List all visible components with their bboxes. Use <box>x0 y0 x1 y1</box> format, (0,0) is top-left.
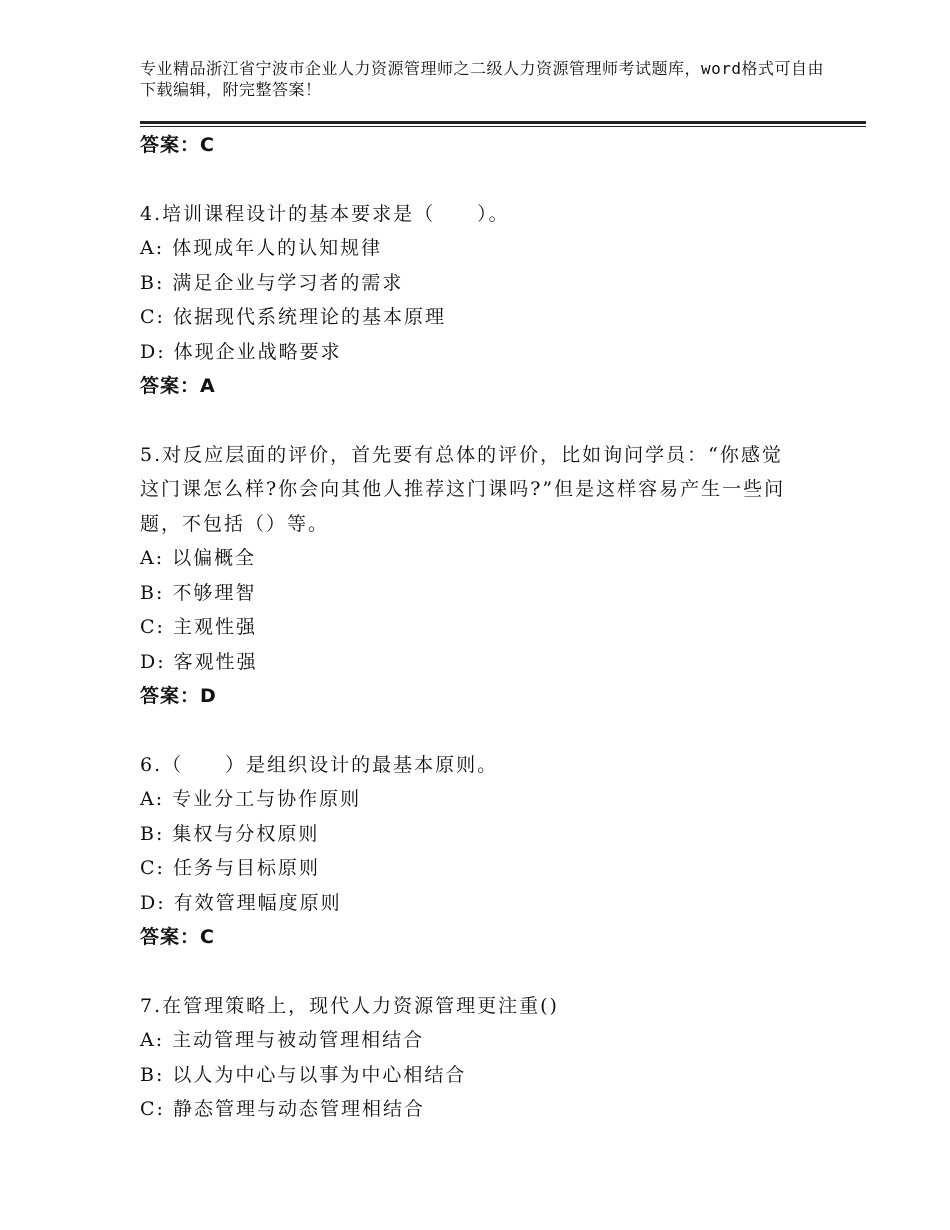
option-a: A: 体现成年人的认知规律 <box>140 237 383 259</box>
document-body <box>140 128 820 1127</box>
option-c: C: 静态管理与动态管理相结合 <box>140 1098 425 1120</box>
option-a: A: 专业分工与协作原则 <box>140 788 362 810</box>
option-b: B: 集权与分权原则 <box>140 822 320 845</box>
question-stem: 5.对反应层面的评价，首先要有总体的评价，比如询问学员：“你感觉这门课怎么样?你会向其他人推荐这门课吗?”但是这样容易产生一些问题，不包括（）等。 <box>140 443 786 535</box>
document-header: 专业精品浙江省宁波市企业人力资源管理师之二级人力资源管理师考试题库，word格式可自由下载编辑，附完整答案！ <box>140 59 825 99</box>
option-c: C: 依据现代系统理论的基本原理 <box>140 306 446 328</box>
option-d: D: 有效管理幅度原则 <box>140 891 342 914</box>
question-stem: 4.培训课程设计的基本要求是（ ）。 <box>140 202 510 225</box>
option-a: A: 主动管理与被动管理相结合 <box>140 1029 425 1051</box>
option-d: D: 客观性强 <box>140 650 258 673</box>
question-stem: 6.（ ）是组织设计的最基本原则。 <box>140 753 499 776</box>
option-d: D: 体现企业战略要求 <box>140 340 342 363</box>
option-b: B: 以人为中心与以事为中心相结合 <box>140 1063 467 1086</box>
option-c: C: 任务与目标原则 <box>140 857 320 879</box>
question-4 <box>140 197 820 404</box>
question-6 <box>140 748 820 955</box>
option-b: B: 满足企业与学习者的需求 <box>140 271 404 294</box>
option-b: B: 不够理智 <box>140 581 257 604</box>
question-7 <box>140 989 820 1127</box>
option-a: A: 以偏概全 <box>140 547 257 569</box>
previous-answer: 答案：C <box>140 134 215 156</box>
header-rule-thin <box>140 126 866 127</box>
question-5 <box>140 438 820 714</box>
answer: 答案：C <box>140 926 215 948</box>
spacer <box>140 714 820 748</box>
option-c: C: 主观性强 <box>140 616 257 638</box>
spacer <box>140 163 820 197</box>
spacer <box>140 404 820 438</box>
answer: 答案：A <box>140 375 216 397</box>
question-stem: 7.在管理策略上，现代人力资源管理更注重() <box>140 994 559 1017</box>
answer: 答案：D <box>140 685 217 707</box>
spacer <box>140 955 820 989</box>
header-rule-thick <box>140 121 866 124</box>
